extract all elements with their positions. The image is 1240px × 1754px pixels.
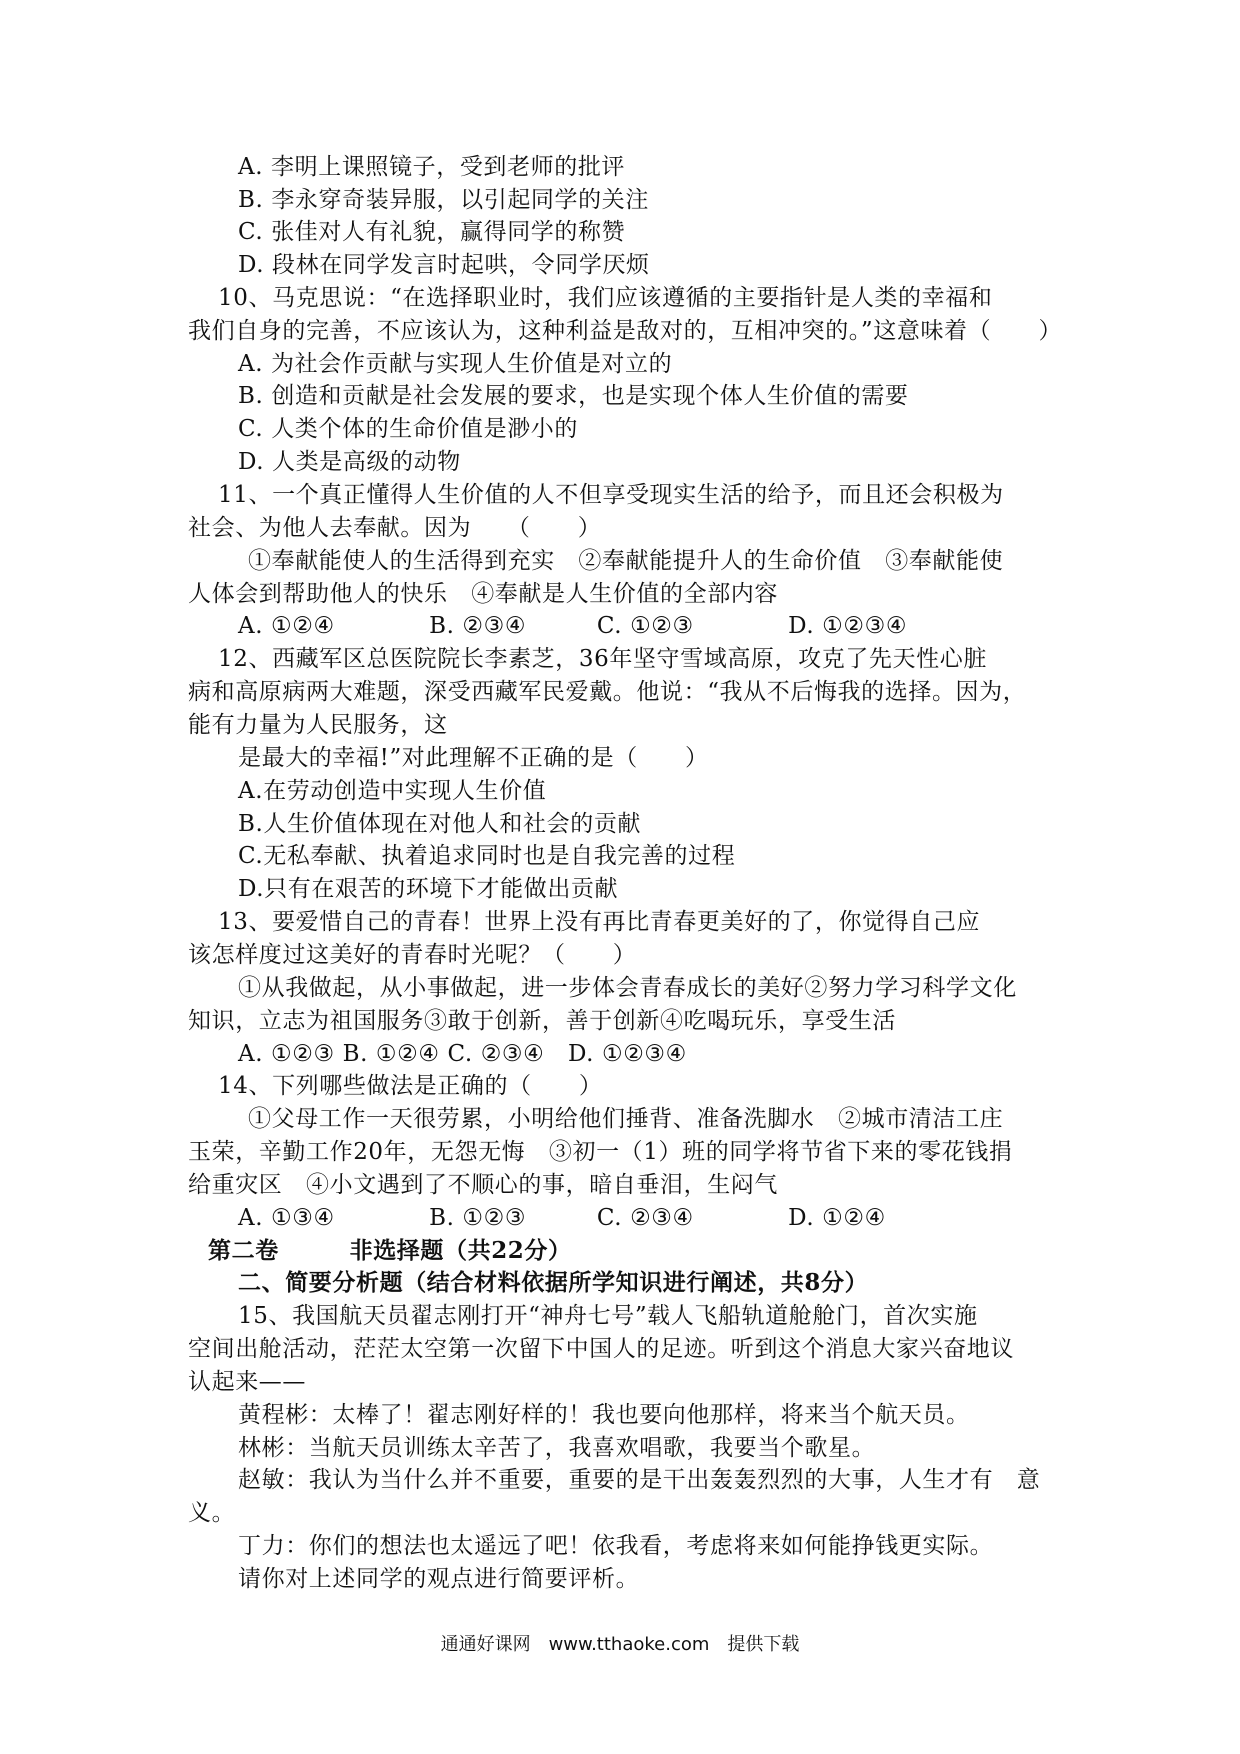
q12-stem-line2: 病和高原病两大难题，深受西藏军民爱戴。他说：“我从不后悔我的选择。因为， <box>188 679 1027 705</box>
q10-option-b: B. 创造和贡献是社会发展的要求，也是实现个体人生价值的需要 <box>238 383 909 409</box>
q12-option-c: C.无私奉献、执着追求同时也是自我完善的过程 <box>238 843 736 869</box>
q10-option-a: A. 为社会作贡献与实现人生价值是对立的 <box>238 351 673 377</box>
q15-opinion-4: 丁力：你们的想法也太遥远了吧！依我看，考虑将来如何能挣钱更实际。 <box>238 1533 994 1559</box>
q12-stem-line4: 是最大的幸福!”对此理解不正确的是（ ） <box>238 745 709 771</box>
q12-stem-line1: 12、西藏军区总医院院长李素芝，36年坚守雪域高原，攻克了先天性心脏 <box>218 646 987 672</box>
q13-stem-line2: 该怎样度过这美好的青春时光呢？（ ） <box>188 942 637 968</box>
q15-opinion-3-line2: 义。 <box>188 1500 236 1526</box>
q14-options: A. ①③④ B. ①②③ C. ②③④ D. ①②④ <box>238 1205 886 1231</box>
q9-option-b: B. 李永穿奇装异服，以引起同学的关注 <box>238 187 649 213</box>
footer-source: 通通好课网 www.tthaoke.com 提供下载 <box>440 1634 800 1655</box>
q15-opinion-1: 黄程彬：太棒了！翟志刚好样的！我也要向他那样，将来当个航天员。 <box>238 1402 970 1428</box>
q11-stem-line1: 11、一个真正懂得人生价值的人不但享受现实生活的给予，而且还会积极为 <box>218 482 1004 508</box>
q15-opinion-2: 林彬：当航天员训练太辛苦了，我喜欢唱歌，我要当个歌星。 <box>238 1435 876 1461</box>
q10-option-c: C. 人类个体的生命价值是渺小的 <box>238 416 579 442</box>
q10-stem-line2: 我们自身的完善，不应该认为，这种利益是敌对的，互相冲突的。”这意味着（ ） <box>188 318 1063 344</box>
q11-items-line2: 人体会到帮助他人的快乐 ④奉献是人生价值的全部内容 <box>188 581 778 607</box>
q14-stem: 14、下列哪些做法是正确的（ ） <box>218 1073 603 1099</box>
q11-items-line1: ①奉献能使人的生活得到充实 ②奉献能提升人的生命价值 ③奉献能使 <box>248 548 1004 574</box>
q12-stem-line3: 能有力量为人民服务，这 <box>188 712 448 738</box>
q11-options: A. ①②④ B. ②③④ C. ①②③ D. ①②③④ <box>238 613 908 639</box>
q10-stem-line1: 10、马克思说：“在选择职业时，我们应该遵循的主要指针是人类的幸福和 <box>218 285 993 311</box>
q9-option-c: C. 张佳对人有礼貌，赢得同学的称赞 <box>238 219 626 245</box>
q9-option-a: A. 李明上课照镜子，受到老师的批评 <box>238 154 626 180</box>
section-two-heading: 二、简要分析题（结合材料依据所学知识进行阐述，共8分） <box>238 1269 869 1296</box>
q15-stem-line3: 认起来—— <box>188 1369 306 1395</box>
q13-options: A. ①②③ B. ①②④ C. ②③④ D. ①②③④ <box>238 1041 687 1067</box>
part-two-heading: 第二卷 非选择题（共22分） <box>208 1237 572 1264</box>
q14-items-line1: ①父母工作一天很劳累，小明给他们捶背、准备洗脚水 ②城市清洁工庄 <box>248 1106 1004 1132</box>
q14-items-line2: 玉荣，辛勤工作20年，无怨无悔 ③初一（1）班的同学将节省下来的零花钱捐 <box>188 1139 1013 1165</box>
q15-opinion-3-line1: 赵敏：我认为当什么并不重要，重要的是干出轰轰烈烈的大事，人生才有 意 <box>238 1467 1041 1493</box>
q15-question: 请你对上述同学的观点进行简要评析。 <box>238 1566 640 1592</box>
q15-stem-line1: 15、我国航天员翟志刚打开“神舟七号”载人飞船轨道舱舱门，首次实施 <box>238 1303 978 1329</box>
q13-items-line1: ①从我做起，从小事做起，进一步体会青春成长的美好②努力学习科学文化 <box>238 975 1017 1001</box>
q14-items-line3: 给重灾区 ④小文遇到了不顺心的事，暗自垂泪，生闷气 <box>188 1172 778 1198</box>
q11-stem-line2: 社会、为他人去奉献。因为 （ ） <box>188 515 602 541</box>
q13-stem-line1: 13、要爱惜自己的青春！世界上没有再比青春更美好的了，你觉得自己应 <box>218 909 981 935</box>
q9-option-d: D. 段林在同学发言时起哄，令同学厌烦 <box>238 252 650 278</box>
q12-option-a: A.在劳动创造中实现人生价值 <box>238 778 547 804</box>
q13-items-line2: 知识，立志为祖国服务③敢于创新，善于创新④吃喝玩乐，享受生活 <box>188 1008 896 1034</box>
q15-stem-line2: 空间出舱活动，茫茫太空第一次留下中国人的足迹。听到这个消息大家兴奋地议 <box>188 1336 1014 1362</box>
q10-option-d: D. 人类是高级的动物 <box>238 449 461 475</box>
q12-option-d: D.只有在艰苦的环境下才能做出贡献 <box>238 876 619 902</box>
q12-option-b: B.人生价值体现在对他人和社会的贡献 <box>238 811 642 837</box>
